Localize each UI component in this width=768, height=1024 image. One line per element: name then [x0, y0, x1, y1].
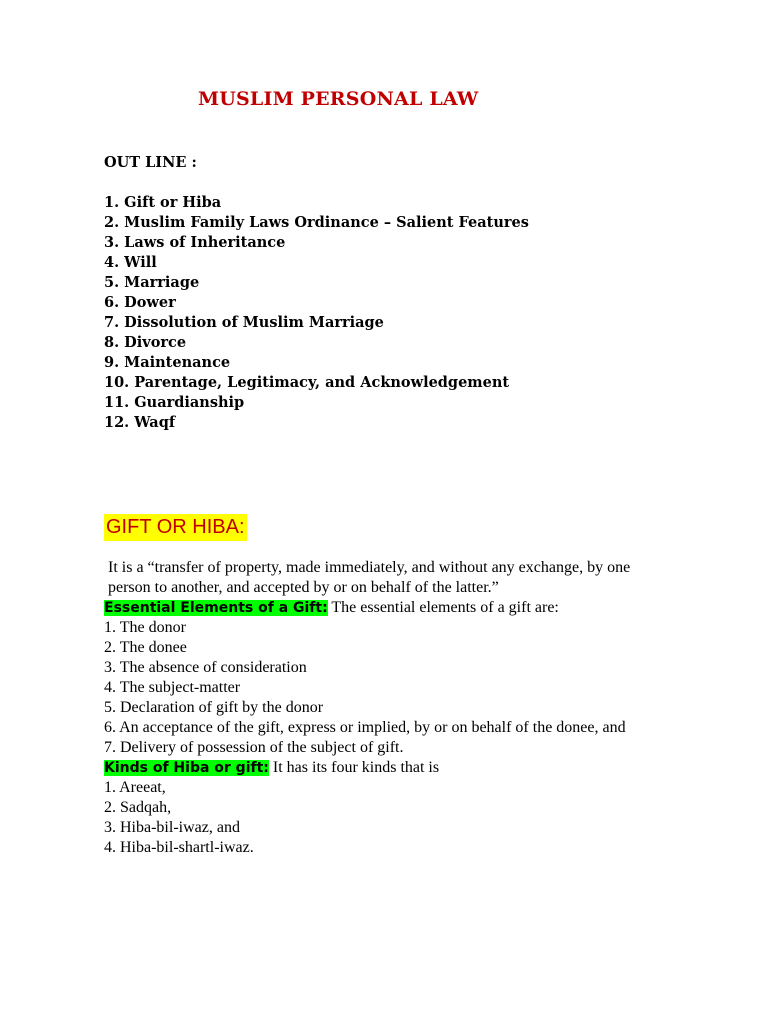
elements-label: Essential Elements of a Gift:: [104, 600, 328, 616]
document-title: MUSLIM PERSONAL LAW: [198, 88, 479, 110]
outline-item: 9. Maintenance: [104, 354, 231, 371]
outline-item: 8. Divorce: [104, 334, 187, 351]
definition-paragraph: It is a “transfer of property, made immediately, and without any exchange, by one person to another, and accepted by or on behalf of the latter.”: [108, 559, 631, 596]
list-item: 4. Hiba-bil-shartl-iwaz.: [104, 839, 254, 856]
outline-list: [104, 193, 529, 433]
kinds-intro-line: [104, 758, 664, 778]
list-item: 2. Sadqah,: [104, 799, 172, 816]
elements-list: [104, 618, 664, 758]
kinds-list: [104, 778, 664, 858]
list-item: 4. The subject-matter: [104, 679, 241, 696]
list-item: 5. Declaration of gift by the donor: [104, 699, 324, 716]
list-item: 1. The donor: [104, 619, 186, 636]
list-item: 2. The donee: [104, 639, 187, 656]
elements-intro-text: The essential elements of a gift are:: [327, 599, 559, 616]
list-item: 3. Hiba-bil-iwaz, and: [104, 819, 240, 836]
outline-item: 3. Laws of Inheritance: [104, 234, 286, 251]
outline-item: 4. Will: [104, 254, 157, 271]
outline-item: 11. Guardianship: [104, 394, 245, 411]
elements-intro-line: [104, 598, 664, 618]
section-heading-gift: GIFT OR HIBA:: [104, 514, 247, 541]
section-body: [104, 558, 664, 858]
kinds-label: Kinds of Hiba or gift:: [104, 760, 269, 776]
outline-item: 2. Muslim Family Laws Ordinance – Salient Features: [104, 214, 529, 231]
outline-heading: OUT LINE :: [104, 154, 197, 171]
outline-item: 10. Parentage, Legitimacy, and Acknowledgement: [104, 374, 510, 391]
list-item: 3. The absence of consideration: [104, 659, 307, 676]
outline-item: 7. Dissolution of Muslim Marriage: [104, 314, 384, 331]
list-item: 1. Areeat,: [104, 779, 166, 796]
list-item: 6. An acceptance of the gift, express or implied, by or on behalf of the donee, and: [104, 719, 626, 736]
outline-item: 5. Marriage: [104, 274, 200, 291]
outline-item: 6. Dower: [104, 294, 176, 311]
outline-item: 1. Gift or Hiba: [104, 194, 222, 211]
kinds-intro-text: It has its four kinds that is: [268, 759, 440, 776]
list-item: 7. Delivery of possession of the subject of gift.: [104, 739, 404, 756]
outline-item: 12. Waqf: [104, 414, 176, 431]
